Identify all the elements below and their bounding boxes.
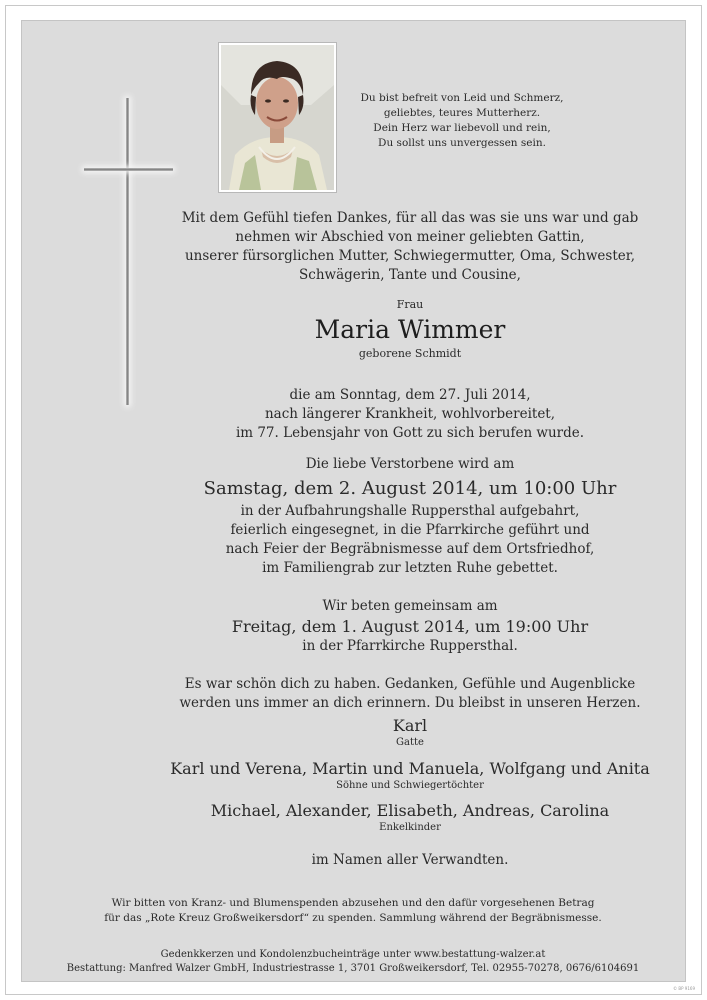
- portrait-illustration: [221, 45, 334, 190]
- prayer-intro: Wir beten gemeinsam am: [322, 598, 498, 614]
- mourner-role: Söhne und Schwiegertöchter: [336, 780, 484, 791]
- donation-line: für das „Rote Kreuz Großweikersdorf“ zu spenden. Sammlung während der Begräbnismesse.: [104, 912, 602, 924]
- poem-line: Dein Herz war liebevoll und rein,: [373, 122, 551, 134]
- prayer-date: Freitag, dem 1. August 2014, um 19:00 Uhr: [231, 617, 589, 636]
- footer-line: Gedenkkerzen und Kondolenzbucheinträge unter www.bestattung-walzer.at: [160, 949, 546, 960]
- death-line: im 77. Lebensjahr von Gott zu sich berufen wurde.: [235, 425, 585, 441]
- cross-icon: [126, 98, 129, 405]
- closing-line: Es war schön dich zu haben. Gedanken, Gefühle und Augenblicke: [184, 676, 636, 692]
- prayer-place: in der Pfarrkirche Ruppersthal.: [302, 638, 518, 654]
- funeral-line: nach Feier der Begräbnismesse auf dem Ortsfriedhof,: [225, 541, 595, 557]
- death-line: die am Sonntag, dem 27. Juli 2014,: [289, 387, 531, 403]
- intro-line: nehmen wir Abschied von meiner geliebten Gattin,: [235, 229, 585, 245]
- mourner-names: Karl und Verena, Martin und Manuela, Wolfgang und Anita: [170, 759, 650, 778]
- title-word: Frau: [396, 298, 424, 311]
- donation-note: [40, 896, 666, 926]
- copyright-mark: © BP 9169: [673, 986, 695, 991]
- funeral-intro: Die liebe Verstorbene wird am: [305, 456, 515, 472]
- funeral-line: im Familiengrab zur letzten Ruhe gebettet.: [262, 560, 558, 576]
- footer: [40, 948, 666, 976]
- intro-line: Schwägerin, Tante und Cousine,: [299, 267, 521, 283]
- poem-line: geliebtes, teures Mutterherz.: [383, 107, 541, 119]
- poem: [352, 91, 572, 151]
- mourner-role: Gatte: [396, 737, 424, 748]
- intro-text: [160, 209, 660, 285]
- death-line: nach längerer Krankheit, wohlvorbereitet,: [264, 406, 556, 422]
- relatives-line: im Namen aller Verwandten.: [311, 852, 509, 868]
- cross-bar: [84, 168, 173, 171]
- intro-line: Mit dem Gefühl tiefen Dankes, für all das was sie uns war und gab: [181, 210, 639, 226]
- intro-line: unserer fürsorglichen Mutter, Schwiegermutter, Oma, Schwester,: [184, 248, 636, 264]
- deceased-name: Maria Wimmer: [314, 315, 506, 344]
- closing-line: werden uns immer an dich erinnern. Du bleibst in unseren Herzen.: [179, 695, 641, 711]
- closing-text: [160, 675, 660, 713]
- mourner-role: Enkelkinder: [379, 822, 441, 833]
- footer-line: Bestattung: Manfred Walzer GmbH, Industriestrasse 1, 3701 Großweikersdorf, Tel. 02955-70278, 0676/6104691: [66, 963, 640, 974]
- obituary-panel: [21, 20, 686, 982]
- death-info: [160, 386, 660, 443]
- birth-name: geborene Schmidt: [358, 347, 462, 360]
- mourner-names: Karl: [392, 716, 428, 735]
- funeral-line: feierlich eingesegnet, in die Pfarrkirche geführt und: [230, 522, 590, 538]
- portrait-photo: [219, 43, 336, 192]
- donation-line: Wir bitten von Kranz- und Blumenspenden abzusehen und den dafür vorgesehenen Betrag: [111, 897, 595, 909]
- poem-line: Du sollst uns unvergessen sein.: [378, 137, 546, 149]
- poem-line: Du bist befreit von Leid und Schmerz,: [360, 92, 564, 104]
- funeral-details: [160, 502, 660, 578]
- mourner-names: Michael, Alexander, Elisabeth, Andreas, Carolina: [210, 801, 610, 820]
- funeral-line: in der Aufbahrungshalle Ruppersthal aufgebahrt,: [240, 503, 580, 519]
- funeral-date: Samstag, dem 2. August 2014, um 10:00 Uhr: [203, 478, 617, 499]
